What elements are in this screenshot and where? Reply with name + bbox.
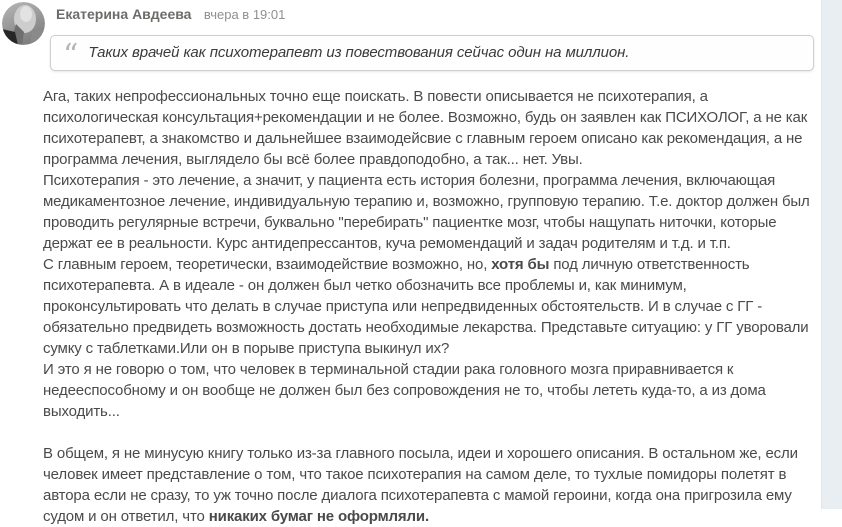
comment-paragraph xyxy=(43,422,817,443)
quote-text: Таких врачей как психотерапевт из повествования сейчас один на миллион. xyxy=(88,44,630,61)
avatar-image xyxy=(2,2,45,45)
avatar[interactable] xyxy=(2,2,45,45)
comment-paragraph: В общем, я не минусую книгу только из-за главного посыла, идеи и хорошего описания. В остальном же, если человек имеет представление о том, что такое психотерапия на самом деле, то тухлые помидоры полетят в автора если не сразу, то уж точно после диалога психотерапевта с мамой героини, когда она пригрозила ему судом и он ответил, что никаких бумаг не оформляли. xyxy=(43,445,798,525)
quoted-text-block xyxy=(50,35,814,71)
comment-timestamp: вчера в 19:01 xyxy=(203,7,286,22)
comment-paragraph: И это я не говорю о том, что человек в терминальной стадии рака головного мозга приравнивается к недееспособному и он вообще не должен был без сопровождения не то, чтобы лететь куда-то, а из дома выходить... xyxy=(43,361,766,420)
comment-paragraph: С главным героем, теоретически, взаимодействие возможно, но, хотя бы под личную ответственность психотерапевта. А в идеале - он должен был четко обозначить все проблемы и, как минимум, проконсультировать что делать в случае приступа или непредвиденных обстоятельств. И в случае с ГГ - обязательно предвидеть возможность достать необходимые лекарства. Представьте ситуацию: у ГГ уворовали сумку с таблетками.Или он в порыве приступа выкинул их? xyxy=(43,256,809,357)
comment xyxy=(43,6,819,527)
comment-author[interactable]: Екатерина Авдеева xyxy=(56,6,192,22)
page-background-strip xyxy=(821,0,842,509)
comment-paragraph: Психотерапия - это лечение, а значит, у пациента есть история болезни, программа лечения, включающая медикаментозное лечение, индивидуальную терапию и, возможно, групповую терапию. Т.е. доктор должен был проводить регулярные встречи, буквально "перебирать" пациентке мозг, чтобы нащупать ниточки, которые держат ее в реальности. Курс антидепрессантов, куча ремомендаций и задач родителям и т.д. и т.п. xyxy=(43,172,810,252)
comment-body xyxy=(43,86,817,527)
comment-header xyxy=(56,6,819,24)
comment-paragraph: Ага, таких непрофессиональных точно еще поискать. В повести описывается не психотерапия, а психологическая консультация+рекомендации и не более. Возможно, будь он заявлен как ПСИХОЛОГ, а не как психотерапевт, а знакомство и дальнейшее взаимодейсвие с главным героем описано как рекомендация, а не программа лечения, выглядело бы всё более правдоподобно, а так... нет. Увы. xyxy=(43,88,808,168)
quote-icon: “ xyxy=(63,37,79,73)
